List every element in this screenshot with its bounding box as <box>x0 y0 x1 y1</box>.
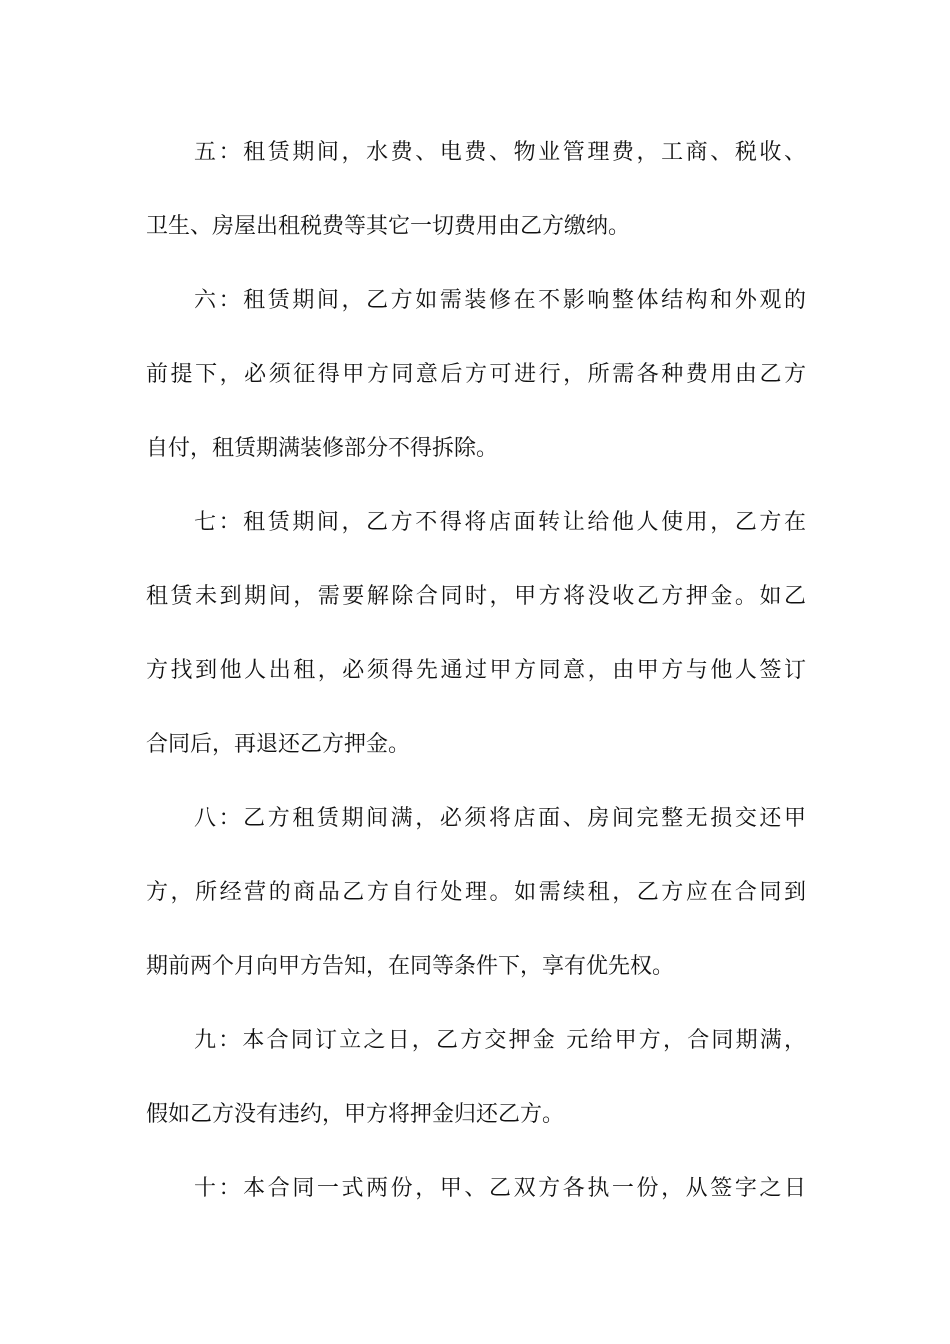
clause-10-line-1: 十：本合同一式两份，甲、乙双方各执一份，从签字之日 <box>194 1176 806 1201</box>
clause-7-line-2: 租赁未到期间，需要解除合同时，甲方将没收乙方押金。如乙 <box>146 584 806 609</box>
clause-5-line-1: 五：租赁期间，水费、电费、物业管理费，工商、税收、 <box>194 140 806 165</box>
clause-6-line-1: 六：租赁期间，乙方如需装修在不影响整体结构和外观的 <box>194 288 806 313</box>
clause-6-line-3: 自付，租赁期满装修部分不得拆除。 <box>146 436 499 461</box>
clause-7-line-3: 方找到他人出租，必须得先通过甲方同意，由甲方与他人签订 <box>146 658 806 683</box>
clause-7-line-1: 七：租赁期间，乙方不得将店面转让给他人使用，乙方在 <box>194 510 806 535</box>
clause-7-line-4: 合同后，再退还乙方押金。 <box>146 732 411 757</box>
clause-8-line-2: 方，所经营的商品乙方自行处理。如需续租，乙方应在合同到 <box>146 880 806 905</box>
clause-8-line-3: 期前两个月向甲方告知，在同等条件下，享有优先权。 <box>146 954 675 979</box>
clause-8-line-1: 八：乙方租赁期间满，必须将店面、房间完整无损交还甲 <box>194 806 806 831</box>
clause-5-line-2: 卫生、房屋出租税费等其它一切费用由乙方缴纳。 <box>146 214 631 239</box>
clause-9-line-2: 假如乙方没有违约，甲方将押金归还乙方。 <box>146 1102 565 1127</box>
clause-6-line-2: 前提下，必须征得甲方同意后方可进行，所需各种费用由乙方 <box>146 362 806 387</box>
clause-9-line-1: 九：本合同订立之日，乙方交押金 元给甲方，合同期满， <box>194 1028 806 1053</box>
